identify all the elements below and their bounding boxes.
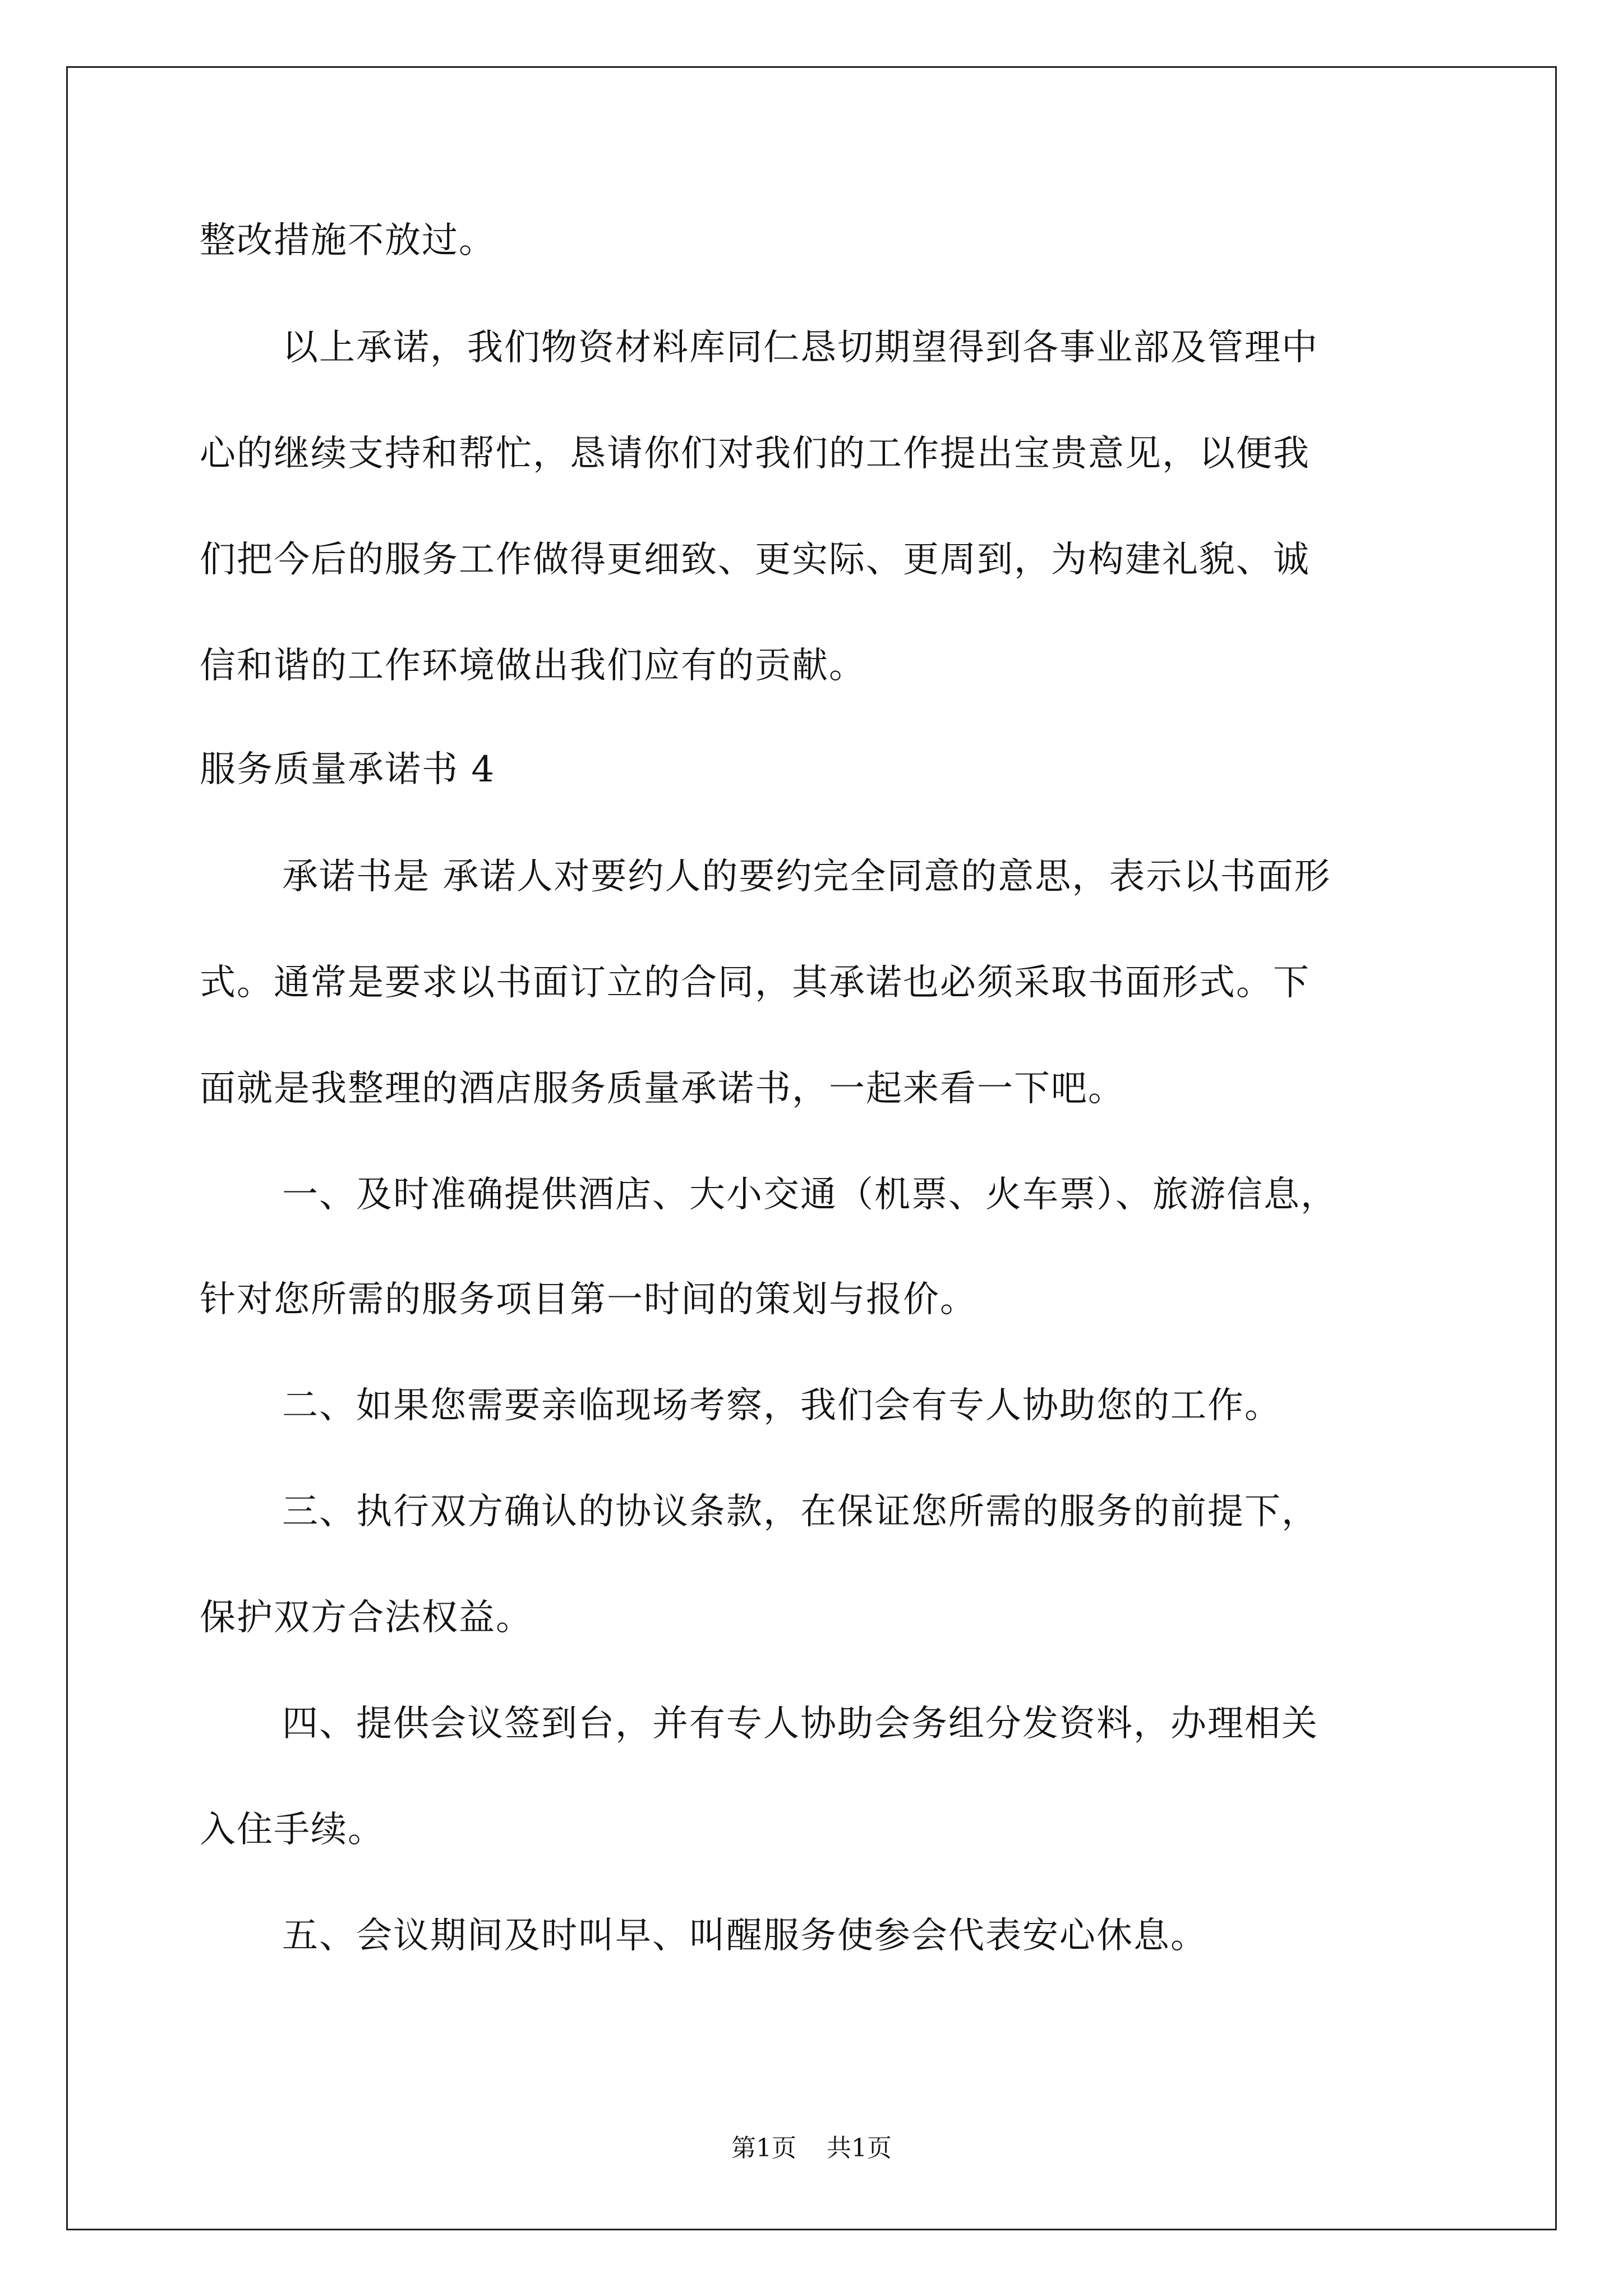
text-line: 面就是我整理的酒店服务质量承诺书，一起来看一下吧。	[200, 1068, 1125, 1110]
text-line: 信和谐的工作环境做出我们应有的贡献。	[200, 645, 866, 687]
page-border	[66, 66, 1557, 2230]
text-line: 针对您所需的服务项目第一时间的策划与报价。	[200, 1279, 977, 1320]
list-item: 一、及时准确提供酒店、大小交通（机票、火车票）、旅游信息，	[282, 1174, 1338, 1216]
page-footer	[0, 2136, 1623, 2161]
list-item: 二、如果您需要亲临现场考察，我们会有专人协助您的工作。	[282, 1385, 1281, 1427]
text-line: 入住手续。	[200, 1809, 385, 1851]
text-line: 保护双方合法权益。	[200, 1597, 533, 1639]
text-line: 式。通常是要求以书面订立的合同，其承诺也必须采取书面形式。下	[200, 962, 1310, 1004]
page-total: 共1页	[827, 2134, 892, 2162]
text-line: 心的继续支持和帮忙，恳请你们对我们的工作提出宝贵意见，以便我	[200, 433, 1310, 475]
text-line: 整改措施不放过。	[200, 220, 496, 261]
page-number: 第1页	[731, 2134, 796, 2162]
text-line: 以上承诺，我们物资材料库同仁恳切期望得到各事业部及管理中	[282, 327, 1318, 369]
list-item: 四、提供会议签到台，并有专人协助会务组分发资料，办理相关	[282, 1703, 1318, 1745]
list-item: 五、会议期间及时叫早、叫醒服务使参会代表安心休息。	[282, 1915, 1207, 1957]
list-item: 三、执行双方确认的协议条款，在保证您所需的服务的前提下，	[282, 1491, 1318, 1533]
text-line: 们把今后的服务工作做得更细致、更实际、更周到，为构建礼貌、诚	[200, 539, 1310, 581]
section-heading: 服务质量承诺书 4	[200, 749, 496, 790]
text-line: 承诺书是 承诺人对要约人的要约完全同意的意思，表示以书面形	[282, 856, 1331, 898]
